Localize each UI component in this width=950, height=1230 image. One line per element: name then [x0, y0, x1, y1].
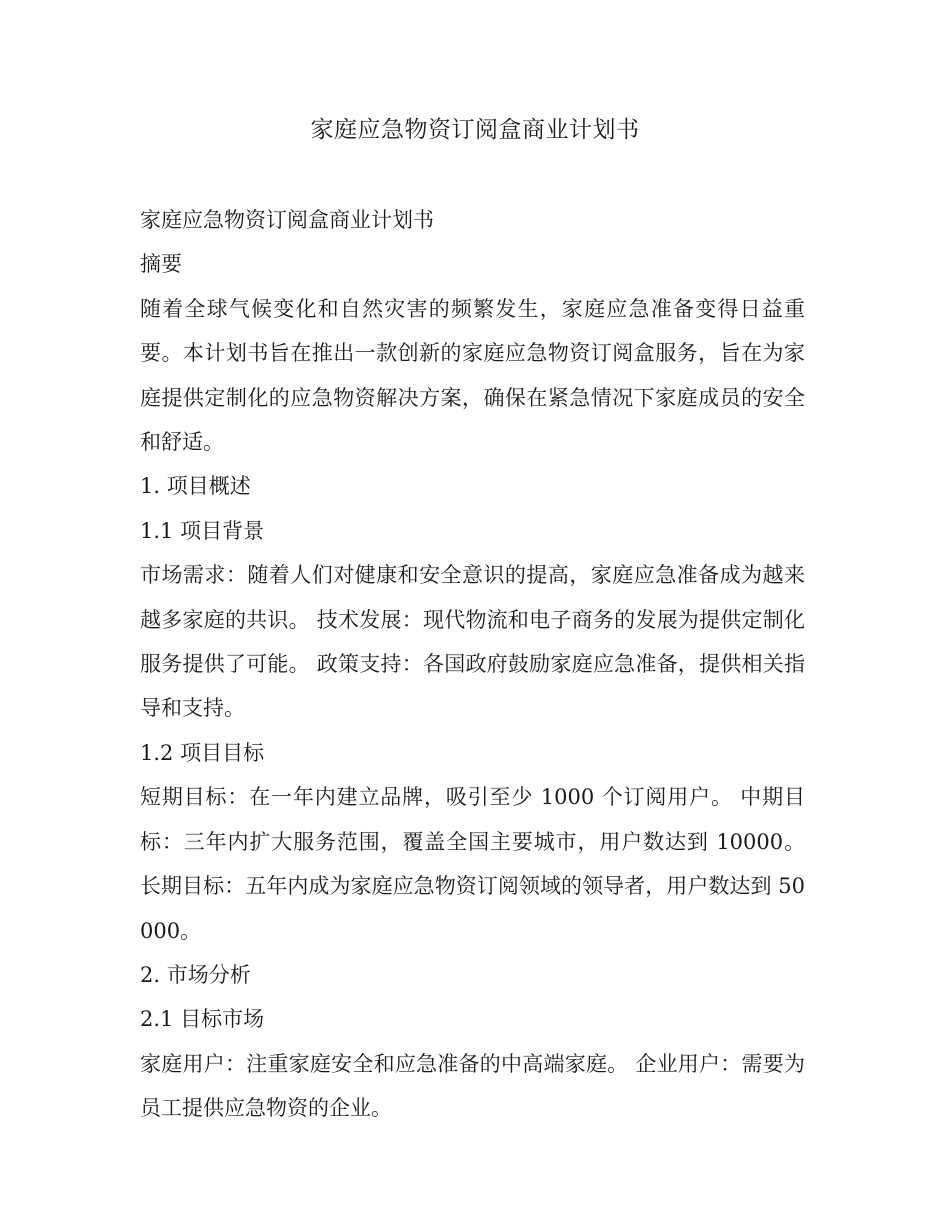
section-2-1-paragraph: 家庭用户：注重家庭安全和应急准备的中高端家庭。 企业用户：需要为员工提供应急物资的企业。 [140, 1051, 805, 1121]
section-1-1-heading: 1.1 项目背景 [140, 518, 265, 543]
abstract-heading: 摘要 [140, 252, 182, 277]
section-2-heading: 2. 市场分析 [140, 962, 251, 987]
section-1-heading: 1. 项目概述 [140, 474, 251, 499]
section-1-2-paragraph: 短期目标：在一年内建立品牌，吸引至少 1000 个订阅用户。 中期目标：三年内扩大服务范围，覆盖全国主要城市，用户数达到 10000。 长期目标：五年内成为家庭应急物资订阅领域的领导者，用户数达到 50000。 [140, 785, 805, 943]
document-title: 家庭应急物资订阅盒商业计划书 [310, 117, 640, 143]
section-1-1-paragraph: 市场需求：随着人们对健康和安全意识的提高，家庭应急准备成为越来越多家庭的共识。 技术发展：现代物流和电子商务的发展为提供定制化服务提供了可能。 政策支持：各国政府鼓励家庭应急准备，提供相关指导和支持。 [140, 563, 805, 721]
section-2-1-heading: 2.1 目标市场 [140, 1007, 265, 1032]
document-body [140, 198, 805, 1131]
document-subtitle: 家庭应急物资订阅盒商业计划书 [140, 208, 434, 232]
abstract-paragraph: 随着全球气候变化和自然灾害的频繁发生，家庭应急准备变得日益重要。本计划书旨在推出一款创新的家庭应急物资订阅盒服务，旨在为家庭提供定制化的应急物资解决方案，确保在紧急情况下家庭成员的安全和舒适。 [140, 296, 805, 455]
section-1-2-heading: 1.2 项目目标 [140, 740, 265, 765]
